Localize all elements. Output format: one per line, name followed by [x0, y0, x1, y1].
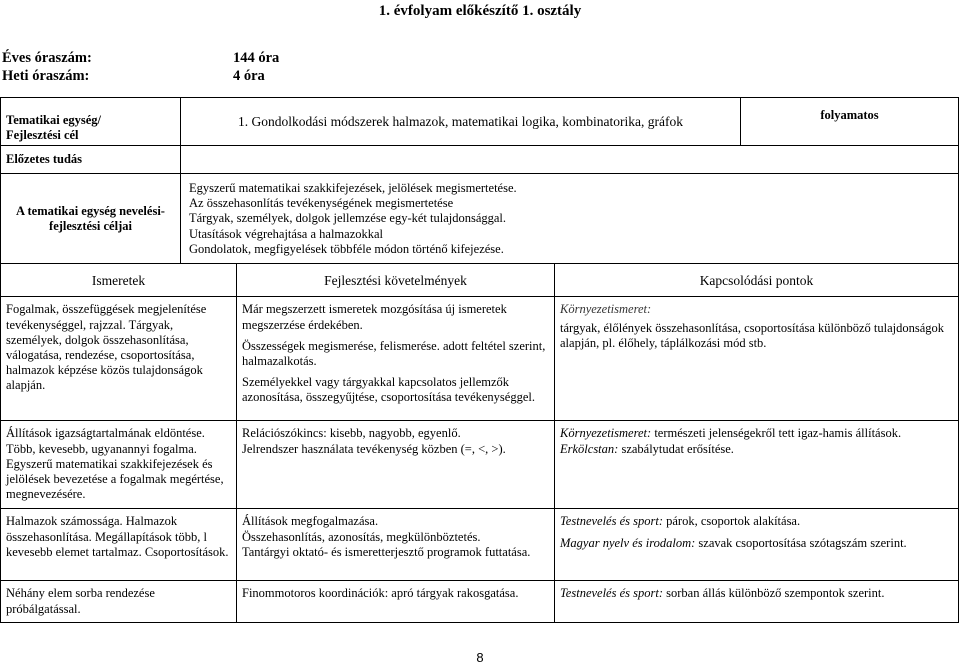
row1-req-c: Személyekkel vagy tárgyakkal kapcsolatos jellemzők azonosítása, összegyűjtése, csoportosítása tevékenységgel. [242, 375, 535, 405]
row4-knowledge-text: Néhány elem sorba rendezése próbálgatással. [6, 586, 155, 616]
goals-label-line1: A tematikai egység nevelési- [16, 203, 165, 218]
prior-knowledge-label: Előzetes tudás [6, 152, 83, 167]
row2-conn-subject: Környezetismeret: [560, 426, 652, 441]
row3-req-a: Állítások megfogalmazása. [242, 514, 379, 529]
row1-conn-text: tárgyak, élőlények összehasonlítása, csoportosítása különböző tulajdonságok alapján, pl. élőhely, táplálkozási mód stb. [560, 320, 945, 350]
header-knowledge-label: Ismeretek [91, 272, 146, 288]
row3-conn-text: párok, csoportok alakítása. [663, 514, 801, 529]
row2-conn-subject2: Erkölcstan: [560, 441, 619, 456]
unit-title-cell [181, 98, 741, 146]
row4-conn-text: sorban állás különböző szempontok szerint. [663, 586, 885, 601]
row1-conn-subject: Környezetismeret: [560, 302, 652, 317]
goals-line: Tárgyak, személyek, dolgok jellemzése egy-két tulajdonsággal. [189, 211, 507, 226]
row3-req-b: Összehasonlítás, azonosítás, megkülönböztetés. [242, 529, 481, 544]
row3-knowledge-text: Halmazok számossága. Halmazok összehasonlítása. Megállapítások több, l kevesebb elemet tartalmaz. Csoportosítások. [6, 514, 229, 559]
page-number: 8 [476, 650, 484, 665]
unit-type-cell [741, 98, 959, 146]
row4-conn-subject: Testnevelés és sport: [560, 586, 663, 601]
row2-knowledge-text: Állítások igazságtartalmának eldöntése. Több, kevesebb, ugyanannyi fogalma. Egyszerű matematikai szakkifejezések és jelölések bevezetése a fogalmak megértése, megnevezésére. [6, 426, 224, 502]
table-row [1, 509, 959, 581]
weekly-hours-value: 4 óra [233, 68, 265, 84]
row1-req-b: Összességek megismerése, felismerése. adott feltétel szerint, halmazalkotás. [242, 338, 546, 369]
row1-connections [555, 297, 959, 421]
unit-label-line1: Tematikai egység/ [6, 113, 102, 127]
goals-label-cell [1, 174, 181, 264]
unit-label-cell [1, 98, 181, 146]
annual-hours-label: Éves óraszám: [2, 50, 92, 66]
prior-knowledge-row [1, 146, 959, 174]
header-connections [555, 264, 959, 297]
row2-connections [555, 421, 959, 509]
goals-line: Az összehasonlítás tevékenységének megismertetése [189, 196, 454, 211]
curriculum-table [0, 97, 959, 623]
row2-knowledge [1, 421, 237, 509]
row3-requirements [237, 509, 555, 581]
row1-requirements [237, 297, 555, 421]
row3-req-c: Tantárgyi oktató- és ismeretterjesztő programok futtatása. [242, 544, 531, 559]
header-requirements [237, 264, 555, 297]
unit-title: 1. Gondolkodási módszerek halmazok, matematikai logika, kombinatorika, gráfok [238, 114, 684, 130]
header-knowledge [1, 264, 237, 297]
annual-hours-value: 144 óra [233, 50, 280, 66]
goals-line: Utasítások végrehajtása a halmazokkal [189, 226, 384, 241]
row2-conn-text2: szabálytudat erősítése. [618, 441, 734, 456]
goals-label-line2: fejlesztési céljai [49, 218, 132, 233]
row3-conn-subject2: Magyar nyelv és irodalom: [560, 535, 696, 550]
header-row [1, 264, 959, 297]
row4-req-a: Finommotoros koordinációk: apró tárgyak rakosgatása. [242, 586, 519, 601]
row2-req-b: Jelrendszer használata tevékenység közben (=, <, >). [242, 441, 506, 456]
row3-connections [555, 509, 959, 581]
weekly-hours-label: Heti óraszám: [2, 68, 90, 84]
prior-knowledge-content [181, 146, 959, 174]
row1-req-a: Már megszerzett ismeretek mozgósítása új ismeretek megszerzése érdekében. [242, 302, 507, 332]
row4-connections [555, 581, 959, 623]
goals-line: Egyszerű matematikai szakkifejezések, jelölések megismertetése. [189, 180, 517, 195]
table-row [1, 421, 959, 509]
goals-content-cell [181, 174, 959, 264]
table-row [1, 297, 959, 421]
row2-requirements [237, 421, 555, 509]
row2-conn-text: természeti jelenségekről tett igaz-hamis állítások. [651, 426, 902, 441]
goals-row [1, 174, 959, 264]
unit-row [1, 98, 959, 146]
row2-req-a: Relációszókincs: kisebb, nagyobb, egyenlő. [242, 426, 461, 441]
row3-conn-subject: Testnevelés és sport: [560, 514, 663, 529]
header-connections-label: Kapcsolódási pontok [699, 272, 814, 288]
unit-label-line2: Fejlesztési cél [6, 128, 79, 143]
header-requirements-label: Fejlesztési követelmények [324, 272, 467, 288]
goals-line: Gondolatok, megfigyelések többféle módon történő kifejezése. [189, 241, 504, 256]
document-title: 1. évfolyam előkészítő 1. osztály [378, 3, 582, 19]
table-row [1, 581, 959, 623]
row3-conn-text2: szavak csoportosítása szótagszám szerint. [695, 535, 907, 550]
row4-requirements [237, 581, 555, 623]
row1-knowledge [1, 297, 237, 421]
prior-knowledge-label-cell [1, 146, 181, 174]
row4-knowledge [1, 581, 237, 623]
unit-type: folyamatos [820, 108, 879, 122]
row1-knowledge-text: Fogalmak, összefüggések megjelenítése tevékenységgel, rajzzal. Tárgyak, személyek, dolgok összehasonlítása, válogatása, rendezése, csoportosítása, halmazok képzése közös tulajdonságok alapján. [6, 302, 207, 393]
row3-knowledge [1, 509, 237, 581]
